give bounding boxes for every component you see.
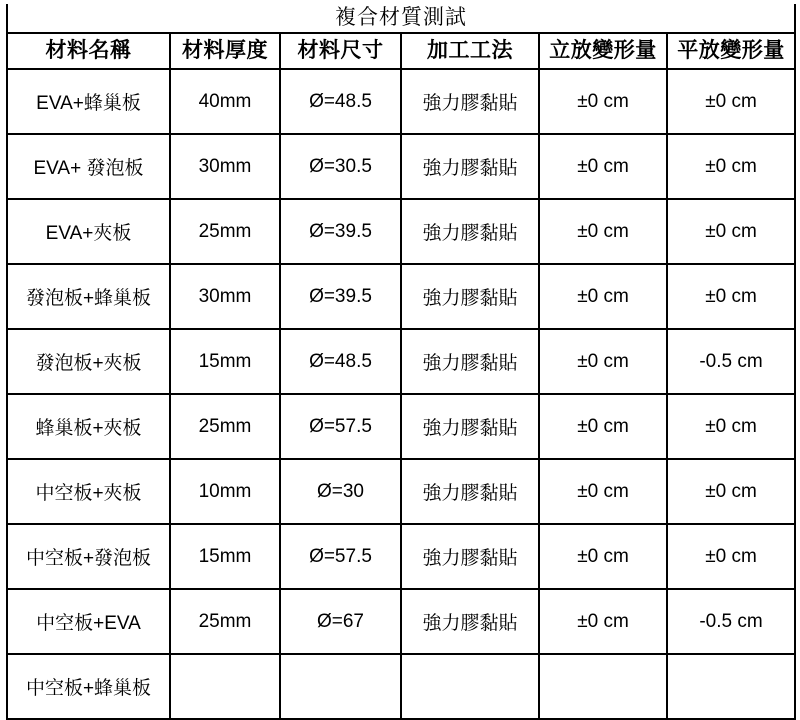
cell-material-name: 發泡板+蜂巢板 — [7, 264, 170, 329]
table-row — [7, 459, 795, 524]
cell-flat-deformation: ±0 cm — [667, 264, 795, 329]
column-header-material-name: 材料名稱 — [7, 33, 170, 69]
cell-vertical-deformation: ±0 cm — [539, 264, 667, 329]
cell-thickness: 10mm — [170, 459, 280, 524]
cell-thickness: 40mm — [170, 69, 280, 134]
cell-vertical-deformation: ±0 cm — [539, 69, 667, 134]
composite-material-test-table — [6, 4, 796, 720]
cell-size: Ø=30.5 — [280, 134, 401, 199]
column-header-flat-deformation: 平放變形量 — [667, 33, 795, 69]
cell-flat-deformation — [667, 654, 795, 719]
cell-thickness: 30mm — [170, 134, 280, 199]
cell-size: Ø=39.5 — [280, 264, 401, 329]
page-title: 複合材質測試 — [7, 4, 795, 33]
cell-vertical-deformation: ±0 cm — [539, 199, 667, 264]
cell-size — [280, 654, 401, 719]
cell-thickness: 15mm — [170, 329, 280, 394]
cell-material-name: EVA+蜂巢板 — [7, 69, 170, 134]
cell-vertical-deformation: ±0 cm — [539, 459, 667, 524]
cell-method: 強力膠黏貼 — [401, 394, 539, 459]
cell-material-name: 中空板+夾板 — [7, 459, 170, 524]
cell-method: 強力膠黏貼 — [401, 589, 539, 654]
cell-method: 強力膠黏貼 — [401, 329, 539, 394]
cell-thickness — [170, 654, 280, 719]
cell-method: 強力膠黏貼 — [401, 459, 539, 524]
table-row — [7, 394, 795, 459]
column-header-size: 材料尺寸 — [280, 33, 401, 69]
cell-thickness: 30mm — [170, 264, 280, 329]
cell-flat-deformation: ±0 cm — [667, 394, 795, 459]
cell-thickness: 25mm — [170, 589, 280, 654]
cell-flat-deformation: ±0 cm — [667, 69, 795, 134]
table-row — [7, 329, 795, 394]
cell-thickness: 25mm — [170, 394, 280, 459]
table-row — [7, 589, 795, 654]
cell-vertical-deformation: ±0 cm — [539, 524, 667, 589]
cell-thickness: 25mm — [170, 199, 280, 264]
cell-vertical-deformation — [539, 654, 667, 719]
cell-method — [401, 654, 539, 719]
cell-vertical-deformation: ±0 cm — [539, 394, 667, 459]
cell-flat-deformation: ±0 cm — [667, 199, 795, 264]
cell-method: 強力膠黏貼 — [401, 69, 539, 134]
cell-size: Ø=48.5 — [280, 329, 401, 394]
cell-method: 強力膠黏貼 — [401, 264, 539, 329]
cell-vertical-deformation: ±0 cm — [539, 329, 667, 394]
cell-material-name: 發泡板+夾板 — [7, 329, 170, 394]
cell-flat-deformation: -0.5 cm — [667, 329, 795, 394]
cell-flat-deformation: ±0 cm — [667, 524, 795, 589]
cell-vertical-deformation: ±0 cm — [539, 134, 667, 199]
table-header-row — [7, 33, 795, 69]
cell-thickness: 15mm — [170, 524, 280, 589]
cell-material-name: 中空板+發泡板 — [7, 524, 170, 589]
table-row — [7, 69, 795, 134]
cell-flat-deformation: ±0 cm — [667, 134, 795, 199]
cell-method: 強力膠黏貼 — [401, 199, 539, 264]
cell-material-name: 中空板+EVA — [7, 589, 170, 654]
column-header-thickness: 材料厚度 — [170, 33, 280, 69]
cell-material-name: 蜂巢板+夾板 — [7, 394, 170, 459]
cell-size: Ø=57.5 — [280, 524, 401, 589]
cell-vertical-deformation: ±0 cm — [539, 589, 667, 654]
table-row — [7, 199, 795, 264]
cell-method: 強力膠黏貼 — [401, 134, 539, 199]
cell-size: Ø=30 — [280, 459, 401, 524]
cell-flat-deformation: ±0 cm — [667, 459, 795, 524]
cell-size: Ø=48.5 — [280, 69, 401, 134]
table-row — [7, 524, 795, 589]
cell-material-name: EVA+夾板 — [7, 199, 170, 264]
column-header-method: 加工工法 — [401, 33, 539, 69]
cell-method: 強力膠黏貼 — [401, 524, 539, 589]
cell-material-name: EVA+ 發泡板 — [7, 134, 170, 199]
column-header-vertical-deformation: 立放變形量 — [539, 33, 667, 69]
cell-flat-deformation: -0.5 cm — [667, 589, 795, 654]
cell-size: Ø=39.5 — [280, 199, 401, 264]
table-row — [7, 134, 795, 199]
cell-size: Ø=57.5 — [280, 394, 401, 459]
table-row — [7, 264, 795, 329]
cell-size: Ø=67 — [280, 589, 401, 654]
cell-material-name: 中空板+蜂巢板 — [7, 654, 170, 719]
table-title-row — [7, 4, 795, 33]
table-row — [7, 654, 795, 719]
